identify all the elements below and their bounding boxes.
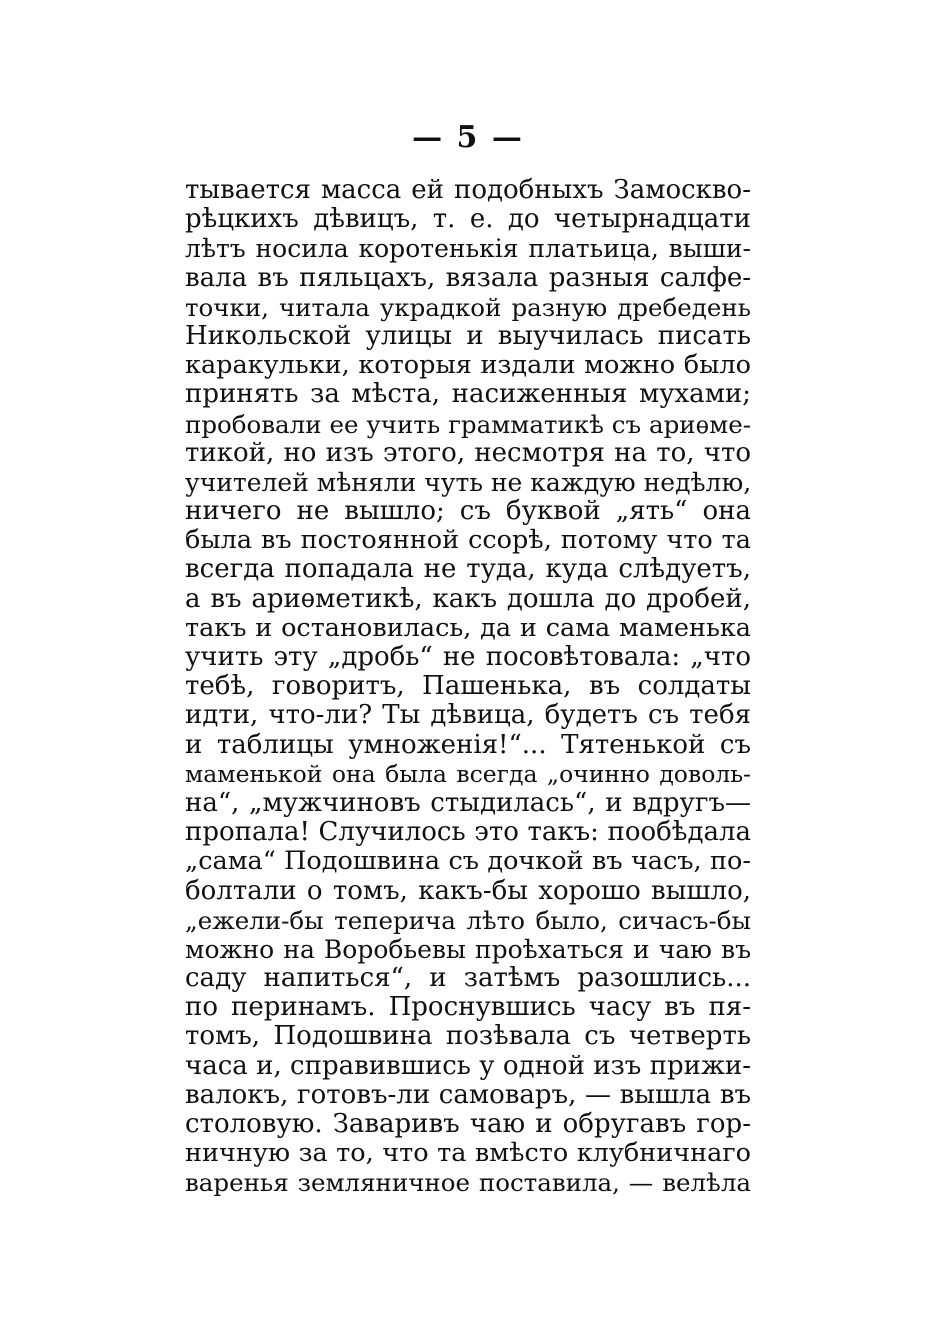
text-line: пробовали ее учить грамматикѣ съ ариѳме- (185, 409, 751, 439)
text-line: „сама“ Подошвина съ дочкой въ часъ, по- (185, 846, 751, 877)
text-line: идти, что-ли? Ты дѣвица, будетъ съ тебя (185, 700, 751, 731)
text-line: по перинамъ. Проснувшись часу въ пя- (185, 992, 751, 1023)
text-line: на“, „мужчиновъ стыдилась“, и вдругъ— (185, 787, 751, 818)
text-line: валокъ, готовъ-ли самоваръ, — вышла въ (185, 1079, 751, 1110)
text-line: каракульки, которыя издали можно было (185, 350, 751, 381)
text-line: болтали о томъ, какъ-бы хорошо вышло, (185, 875, 751, 906)
text-line: была въ постоянной ссорѣ, потому что та (185, 525, 751, 556)
text-line: столовую. Заваривъ чаю и обругавъ гор- (185, 1109, 751, 1139)
text-line: часа и, справившись у одной изъ прижи- (185, 1050, 751, 1081)
text-line: вала въ пяльцахъ, вязала разныя салфе- (185, 262, 751, 293)
text-line: а въ ариѳметикѣ, какъ дошла до дробей, (185, 583, 751, 614)
text-line: учить эту „дробь“ не посовѣтовала: „что (185, 642, 751, 672)
text-line: такъ и остановилась, да и сама маменька (185, 612, 751, 643)
text-line: принять за мѣста, насиженныя мухами; (185, 379, 751, 410)
text-line: маменькой она была всегда „очинно доволь- (185, 759, 751, 788)
text-line: лѣтъ носила коротенькія платьица, выши- (185, 234, 751, 264)
text-line: учителей мѣняли чуть не каждую недѣлю, (185, 467, 752, 497)
text-line: тебѣ, говоритъ, Пашенька, въ солдаты (185, 671, 751, 702)
text-line: томъ, Подошвина позѣвала съ четверть (185, 1021, 751, 1052)
text-line: варенья земляничное поставила, — велѣла (185, 1168, 751, 1198)
text-line: всегда попадала не туда, куда слѣдуетъ, (185, 554, 751, 585)
text-line: Никольской улицы и выучилась писать (185, 320, 751, 351)
text-line: „ежели-бы теперича лѣто было, сичасъ-бы (185, 905, 751, 935)
text-line: точки, читала украдкой разную дребедень (185, 292, 751, 322)
page-number: — 5 — (412, 120, 524, 155)
text-line: ничную за то, что та вмѣсто клубничнаго (185, 1138, 751, 1169)
text-line: тывается масса ей подобныхъ Замоскво- (185, 175, 751, 205)
text-line: пропала! Случилось это такъ: пообѣдала (185, 817, 751, 848)
body-text (185, 176, 751, 1198)
text-line: можно на Воробьевы проѣхаться и чаю въ (185, 934, 751, 964)
text-line: саду напиться“, и затѣмъ разошлись... (185, 963, 751, 994)
text-line: рѣцкихъ дѣвицъ, т. е. до четырнадцати (185, 204, 751, 235)
text-line: тикой, но изъ этого, несмотря на то, что (185, 437, 751, 468)
text-line: ничего не вышло; съ буквой „ять“ она (185, 496, 751, 527)
text-line: и таблицы умноженія!“... Тятенькой съ (185, 729, 751, 760)
